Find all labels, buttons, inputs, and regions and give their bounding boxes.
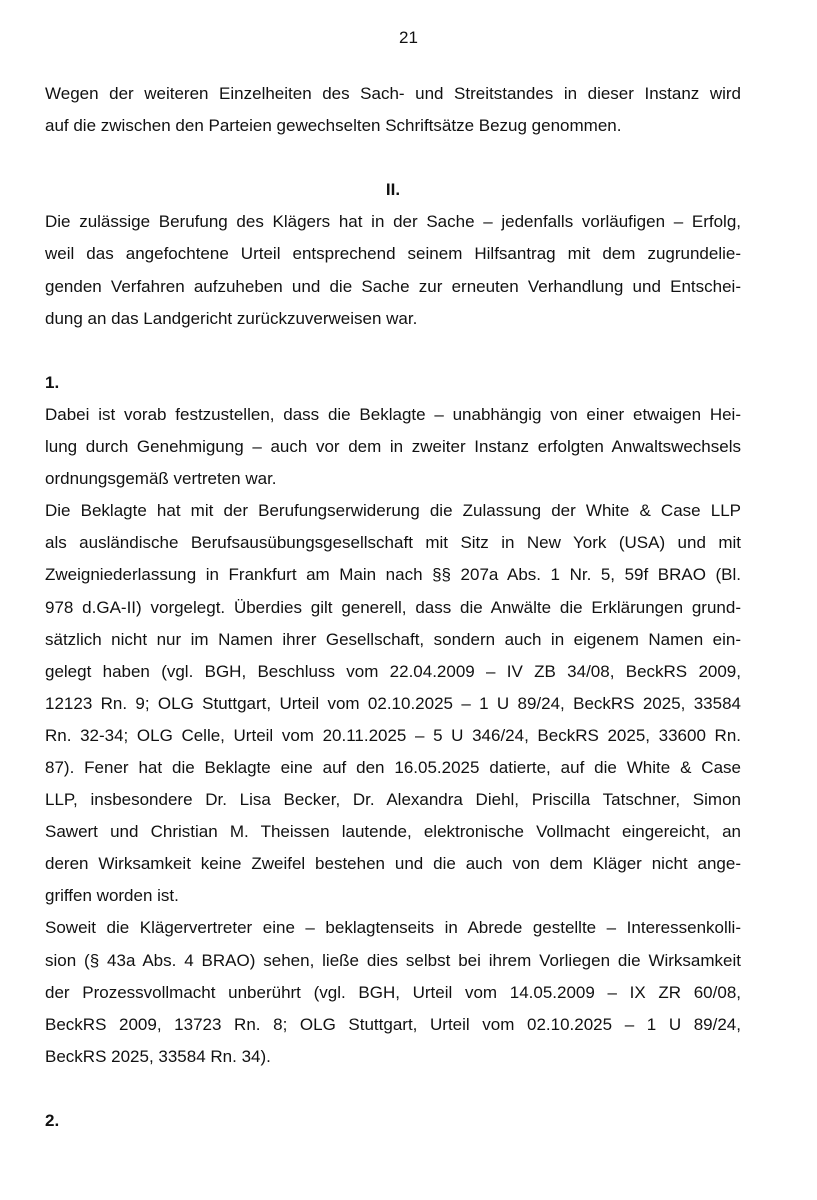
text-line: Die zulässige Berufung des Klägers hat in der Sache – jedenfalls vorläufigen – Erfolg, — [45, 212, 741, 232]
text-line: sätzlich nicht nur im Namen ihrer Gesellschaft, sondern auch in eigenem Namen ein- — [45, 629, 741, 649]
text-line: auf die zwischen den Parteien gewechselten Schriftsätze Bezug genommen. — [45, 116, 622, 136]
text-line: BeckRS 2025, 33584 Rn. 34). — [45, 1046, 271, 1066]
paragraph-appeal-success — [45, 206, 741, 334]
text-line: LLP, insbesondere Dr. Lisa Becker, Dr. Alexandra Diehl, Priscilla Tatschner, Simon — [45, 790, 741, 810]
text-line: der Prozessvollmacht unberührt (vgl. BGH, Urteil vom 14.05.2009 – IX ZR 60/08, — [45, 982, 741, 1002]
paragraph-power-of-attorney — [45, 495, 741, 912]
text-line: Sawert und Christian M. Theissen lautende, elektronische Vollmacht eingereicht, an — [45, 822, 741, 842]
text-line: Rn. 32-34; OLG Celle, Urteil vom 20.11.2025 – 5 U 346/24, BeckRS 2025, 33600 Rn. — [45, 725, 741, 745]
text-line: Die Beklagte hat mit der Berufungserwiderung die Zulassung der White & Case LLP — [45, 501, 741, 521]
text-line: BeckRS 2009, 13723 Rn. 8; OLG Stuttgart, Urteil vom 02.10.2025 – 1 U 89/24, — [45, 1014, 741, 1034]
section-heading: II. — [385, 180, 401, 200]
spacer — [45, 142, 741, 174]
text-line: 12123 Rn. 9; OLG Stuttgart, Urteil vom 02.10.2025 – 1 U 89/24, BeckRS 2025, 33584 — [45, 693, 741, 713]
text-line: genden Verfahren aufzuheben und die Sache zur erneuten Verhandlung und Entschei- — [45, 276, 741, 296]
page-number: 21 — [399, 28, 418, 47]
text-line: gelegt haben (vgl. BGH, Beschluss vom 22.04.2009 – IV ZB 34/08, BeckRS 2009, — [45, 661, 741, 681]
document-body — [45, 78, 741, 1137]
text-line: ordnungsgemäß vertreten war. — [45, 469, 277, 489]
text-line: Zweigniederlassung in Frankfurt am Main nach §§ 207a Abs. 1 Nr. 5, 59f BRAO (Bl. — [45, 565, 741, 585]
paragraph-conflict-of-interest — [45, 912, 741, 1072]
text-line: Soweit die Klägervertreter eine – beklagtenseits in Abrede gestellte – Interessenkolli- — [45, 918, 741, 938]
subsection-heading-2: 2. — [45, 1111, 60, 1130]
text-line: Wegen der weiteren Einzelheiten des Sach- und Streitstandes in dieser Instanz wird — [45, 84, 741, 103]
text-line: 87). Fener hat die Beklagte eine auf den 16.05.2025 datierte, auf die White & Case — [45, 757, 741, 777]
text-line: weil das angefochtene Urteil entsprechend seinem Hilfsantrag mit dem zugrundelie- — [45, 244, 741, 264]
spacer — [45, 1073, 741, 1105]
paragraph-representation — [45, 399, 741, 495]
text-line: deren Wirksamkeit keine Zweifel bestehen und die auch von dem Kläger nicht ange- — [45, 854, 741, 874]
text-line: lung durch Genehmigung – auch vor dem in zweiter Instanz erfolgten Anwaltswechsels — [45, 437, 741, 457]
text-line: sion (§ 43a Abs. 4 BRAO) sehen, ließe dies selbst bei ihrem Vorliegen die Wirksamkeit — [45, 950, 741, 970]
text-line: dung an das Landgericht zurückzuverweisen war. — [45, 308, 418, 328]
paragraph-procedural-reference — [45, 78, 741, 142]
text-line: Dabei ist vorab festzustellen, dass die Beklagte – unabhängig von einer etwaigen Hei- — [45, 404, 741, 424]
text-line: als ausländische Berufsausübungsgesellschaft mit Sitz in New York (USA) und mit — [45, 533, 741, 553]
subsection-heading-1: 1. — [45, 372, 60, 392]
text-line: 978 d.GA-II) vorgelegt. Überdies gilt generell, dass die Anwälte die Erklärungen grund- — [45, 597, 741, 617]
text-line: griffen worden ist. — [45, 886, 179, 906]
spacer — [45, 335, 741, 367]
